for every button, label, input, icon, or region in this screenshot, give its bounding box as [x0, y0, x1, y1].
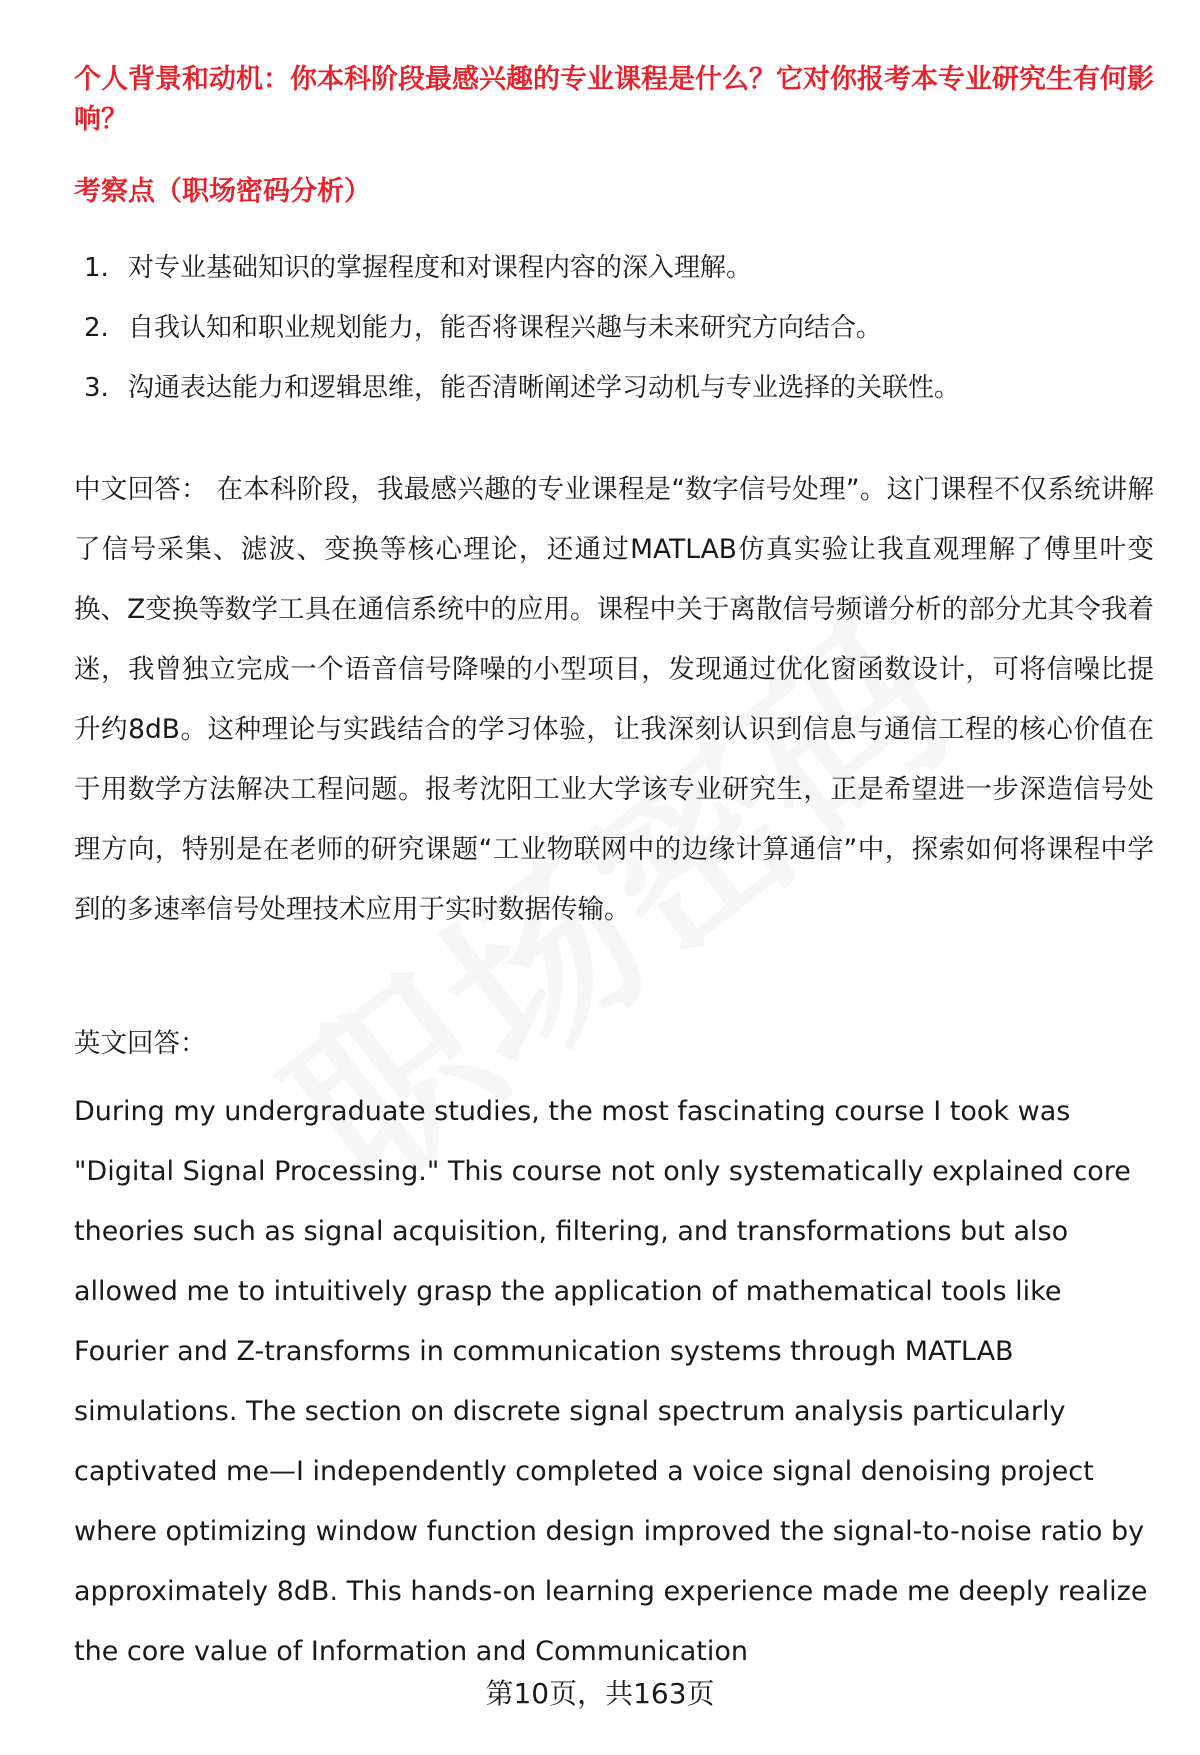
chinese-answer-paragraph: 中文回答： 在本科阶段，我最感兴趣的专业课程是“数字信号处理”。这门课程不仅系统讲解了信号采集、滤波、变换等核心理论，还通过MATLAB仿真实验让我直观理解了傅里叶变换、Z变换等数学工具在通信系统中的应用。课程中关于离散信号频谱分析的部分尤其令我着迷，我曾独立完成一个语音信号降噪的小型项目，发现通过优化窗函数设计，可将信噪比提升约8dB。这种理论与实践结合的学习体验，让我深刻认识到信息与通信工程的核心价值在于用数学方法解决工程问题。报考沈阳工业大学该专业研究生，正是希望进一步深造信号处理方向，特别是在老师的研究课题“工业物联网中的边缘计算通信”中，探索如何将课程中学到的多速率信号处理技术应用于实时数据传输。 — [74, 474, 1154, 925]
list-number: 1. — [84, 253, 109, 283]
english-answer-label: 英文回答： — [74, 1028, 207, 1059]
english-answer-paragraph: During my undergraduate studies, the most fascinating course I took was "Digital Signal Processing." This course not only systematically explained core theories such as signal acquisition, filtering, and transformations but also allowed me to intuitively grasp the application of mathematical tools like Fourier and Z-transforms in communication systems through MATLAB simulations. The section on discrete signal spectrum analysis particularly captivated me—I independently completed a voice signal denoising project where optimizing window function design improved the signal-to-noise ratio by approximately 8dB. This hands-on learning experience made me deeply realize the core value of Information and Communication — [74, 1096, 1148, 1667]
list-text: 自我认知和职业规划能力，能否将课程兴趣与未来研究方向结合。 — [128, 313, 883, 343]
section-title: 考察点（职场密码分析） — [74, 176, 371, 207]
list-item — [74, 368, 1154, 428]
list-number: 2. — [84, 313, 109, 343]
list-item — [74, 248, 1154, 308]
list-text: 沟通表达能力和逻辑思维，能否清晰阐述学习动机与专业选择的关联性。 — [128, 373, 961, 403]
list-number: 3. — [84, 373, 109, 403]
page-number-footer: 第10页，共163页 — [485, 1677, 715, 1710]
question-heading: 个人背景和动机：你本科阶段最感兴趣的专业课程是什么？它对你报考本专业研究生有何影响？ — [74, 64, 1154, 135]
assessment-points-list — [74, 248, 1154, 428]
list-text: 对专业基础知识的掌握程度和对课程内容的深入理解。 — [128, 253, 753, 283]
list-item — [74, 308, 1154, 368]
